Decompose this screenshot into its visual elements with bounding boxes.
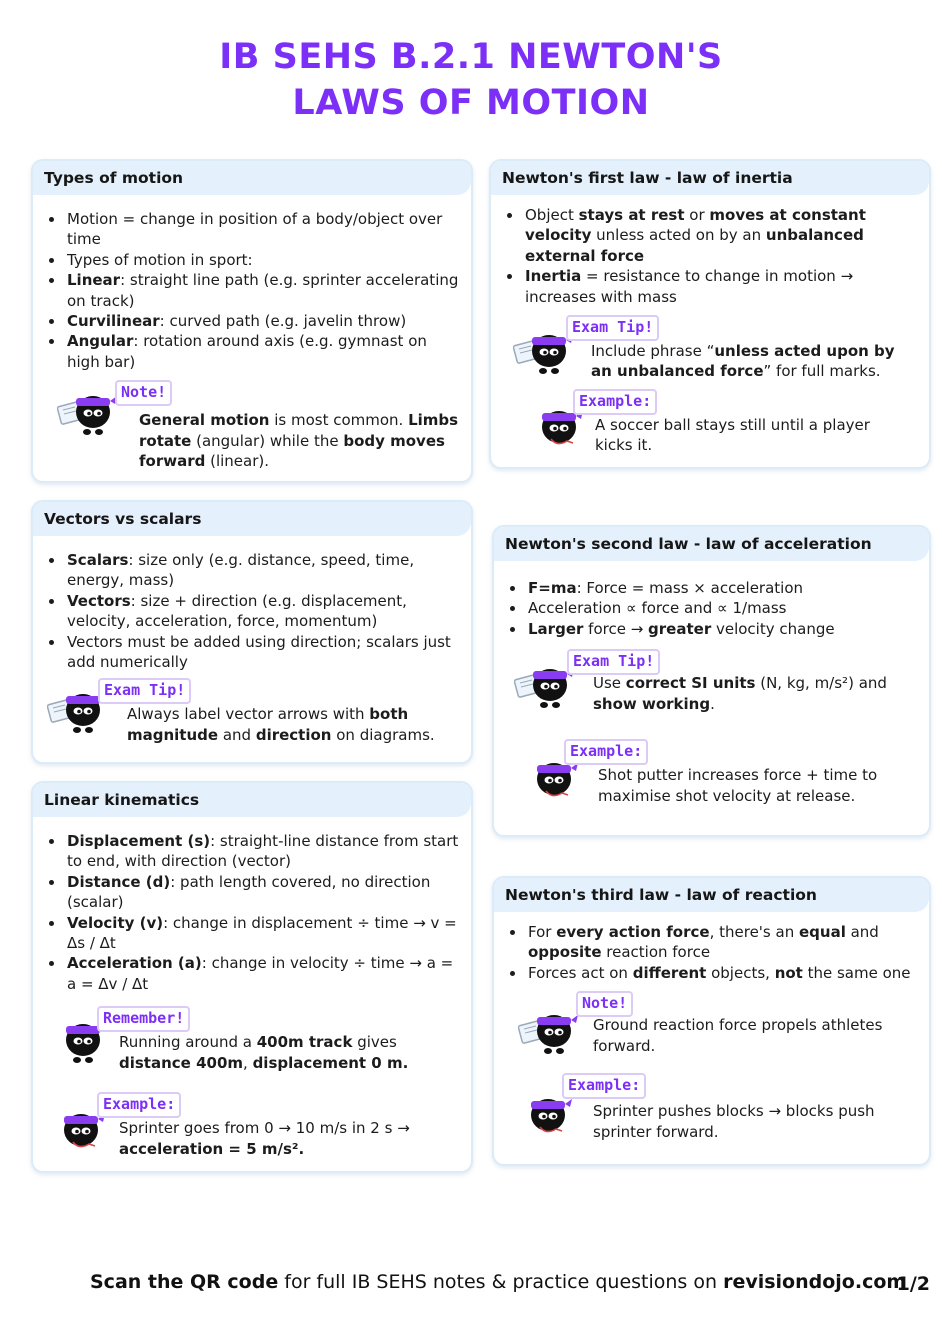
callout-tag: Note! [576,991,633,1017]
text: force → [583,619,649,638]
callout-tag: Example: [573,389,657,415]
list-item [523,205,919,266]
bold-text: displacement 0 m. [252,1053,409,1072]
list-item [65,250,461,270]
title-line-2: LAWS OF MOTION [292,83,650,123]
exam-tip-callout [494,651,929,737]
list-item [65,591,461,632]
example-callout [494,1076,929,1149]
callout-text [119,1118,449,1159]
ninja-mascot-icon [57,382,119,442]
text: and [845,923,879,941]
text: on diagrams. [331,725,435,744]
page-number: 1/2 [896,1273,930,1295]
definition: Motion = change in position of a body/object over time [67,210,443,249]
card-linear-kinematics [31,781,473,1173]
note-callout [494,995,929,1077]
text: the same one [802,963,911,982]
callout-text [598,765,908,806]
bold-text: correct SI units [625,674,756,693]
text: reaction force [601,943,711,962]
bold-text: show working [593,694,711,713]
list-item [526,922,919,963]
callout-tag: Example: [564,739,648,765]
callout-tag: Remember! [97,1006,190,1032]
text: (N, kg, m/s²) and [755,674,887,693]
card-types-of-motion [31,159,473,483]
callout-text [593,1101,903,1142]
card-newtons-third-law [492,876,931,1166]
text: . [710,694,715,713]
callout-tag: Exam Tip! [98,678,191,704]
text: unless acted on by an [591,226,766,245]
text: (linear). [205,452,270,471]
text: A soccer ball stays still until a player kicks it. [595,416,870,455]
bold-text: F=ma [528,579,577,597]
term: Linear [67,271,121,290]
card-heading: Linear kinematics [33,783,471,817]
bold-text: both magnitude [127,705,409,744]
text: Object [525,206,579,224]
text: Include phrase “ [591,342,715,361]
exam-tip-callout [491,317,929,387]
bold-text: opposite [528,943,602,962]
bold-text: acceleration = 5 m/s². [119,1139,305,1158]
text: (angular) while the [191,431,344,450]
callout-tag: Exam Tip! [566,315,659,341]
text: , there's an [709,923,799,941]
callout-tag: Example: [562,1073,646,1099]
card-heading: Newton's third law - law of reaction [494,878,929,912]
definition: : straight-line distance from start to end, with direction (vector) [67,832,459,871]
term: Displacement (s) [67,832,211,850]
example-callout [33,1092,471,1170]
footer-bold: Scan the QR code [90,1271,279,1293]
bold-text: moves at constant velocity [525,206,866,245]
card-newtons-second-law [492,525,931,837]
exam-tip-callout [33,680,471,758]
footer-text [90,1271,906,1293]
list-item [65,311,461,331]
card-newtons-first-law [489,159,931,469]
callout-tag: Example: [97,1092,181,1118]
bullet-list [494,922,919,983]
card-heading: Vectors vs scalars [33,502,471,536]
text: and [218,725,256,744]
text: Forces act on [528,963,633,982]
callout-text [127,704,457,745]
list-item [65,831,461,872]
definition: : size only (e.g. distance, speed, time, energy, mass) [67,551,415,590]
card-heading: Newton's first law - law of inertia [491,161,929,195]
footer-body: for full IB SEHS notes & practice questions on [278,1271,724,1293]
text: velocity change [711,619,835,638]
page-title [0,34,942,126]
title-line-1: IB SEHS B.2.1 NEWTON'S [219,37,723,77]
ninja-mascot-icon [518,1001,580,1061]
text: Acceleration ∝ force and ∝ 1/mass [528,599,787,618]
bullet-list [494,578,919,639]
bullet-list [491,205,919,307]
term: Vectors [67,591,131,610]
example-callout [491,391,929,461]
text: Running around a [119,1033,257,1052]
bold-text: body moves forward [139,431,445,471]
bold-text: stays at rest [578,206,685,224]
bold-text: greater [648,619,712,638]
definition: : straight line path (e.g. sprinter accelerating on track) [67,271,459,310]
bold-text: equal [798,923,846,941]
list-item [65,953,461,994]
definition: : change in velocity ÷ time → a = a = Δv / Δt [67,954,454,993]
callout-text [119,1032,439,1073]
text: Shot putter increases force + time to maximise shot velocity at release. [598,766,878,805]
text: , [243,1053,253,1072]
footer-link[interactable]: revisiondojo.com [723,1271,907,1293]
bold-text: General motion [139,411,270,430]
list-item [526,619,919,639]
term: Curvilinear [67,312,160,331]
text: Sprinter pushes blocks → blocks push sprinter forward. [593,1102,875,1141]
term: Acceleration (a) [67,954,202,973]
text: Use [593,674,626,693]
callout-text [591,341,911,382]
bold-text: Inertia [525,267,582,286]
text: ” for full marks. [763,362,881,381]
bold-text: Limbs rotate [139,411,459,450]
term: Angular [67,332,134,351]
bold-text: unbalanced external force [525,226,864,265]
callout-tag: Exam Tip! [567,649,660,675]
bold-text: unless acted upon by an unbalanced force [591,342,895,381]
list-item [526,963,919,983]
text: Ground reaction force propels athletes forward. [593,1016,883,1055]
text: Sprinter goes from 0 → 10 m/s in 2 s → [119,1119,410,1138]
bullet-list [33,550,461,672]
list-item [65,872,461,913]
bold-text: not [774,963,803,982]
list-item [526,598,919,618]
text: For [528,923,557,941]
bold-text: direction [255,725,332,744]
text: = resistance to change in motion → increases with mass [525,267,854,306]
list-item [65,331,461,372]
card-heading: Newton's second law - law of acceleration [494,527,929,561]
definition: : path length covered, no direction (scalar) [67,872,431,912]
bullet-list [33,209,461,372]
bold-text: distance 400m [119,1053,244,1072]
definition: Types of motion in sport: [67,250,253,269]
note-callout [33,378,471,471]
list-item [526,578,919,598]
definition: Vectors must be added using direction; scalars just add numerically [67,632,451,672]
text: Always label vector arrows with [127,705,370,724]
bold-text: 400m track [256,1033,353,1052]
list-item [523,266,919,307]
list-item [65,270,461,311]
callout-tag: Note! [115,380,172,406]
text: objects, [706,963,775,982]
text: or [684,206,710,224]
term: Velocity (v) [67,913,164,932]
card-vectors-vs-scalars [31,500,473,764]
callout-text [593,673,913,714]
bold-text: Larger [528,619,584,638]
definition: : curved path (e.g. javelin throw) [159,312,407,331]
bullet-list [33,831,461,994]
definition: : size + direction (e.g. displacement, velocity, acceleration, force, momentum) [67,591,407,631]
text: is most common. [269,411,409,430]
term: Distance (d) [67,872,171,891]
bold-text: every action force [556,923,710,941]
text: gives [352,1033,397,1052]
list-item [65,632,461,673]
example-callout [494,741,929,811]
callout-text [593,1015,903,1056]
list-item [65,913,461,954]
card-heading: Types of motion [33,161,471,195]
callout-text [595,415,895,456]
list-item [65,209,461,250]
callout-text [139,410,459,471]
remember-callout [33,1006,471,1084]
definition: : rotation around axis (e.g. gymnast on high bar) [67,332,427,371]
bold-text: different [632,963,707,982]
list-item [65,550,461,591]
definition: : change in displacement ÷ time → v = Δs / Δt [67,913,457,953]
term: Scalars [67,551,129,569]
text: : Force = mass × acceleration [576,579,804,597]
